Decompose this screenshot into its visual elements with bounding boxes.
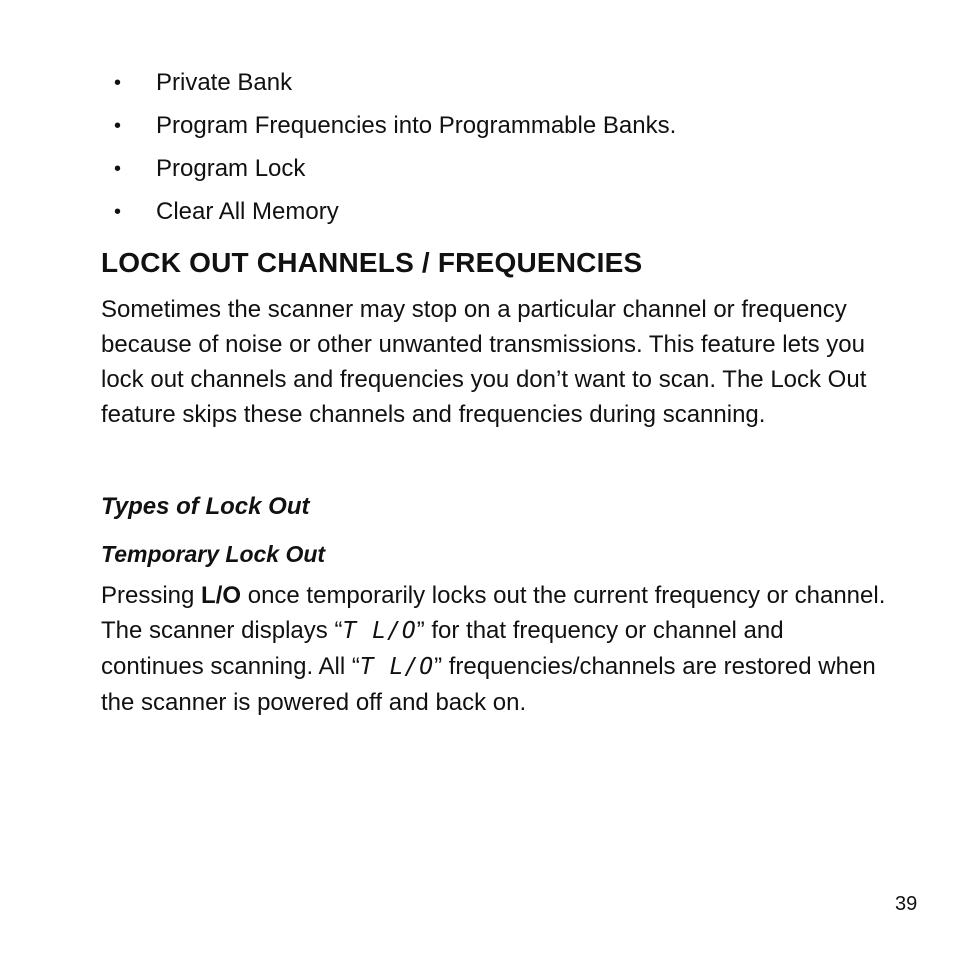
text-run: once temporarily locks out the current frequency or channel. The scanner displays “ (101, 582, 886, 644)
bullet-icon: • (114, 115, 122, 137)
lcd-display-text: T L/O (342, 618, 417, 644)
bullet-icon: • (114, 201, 122, 223)
list-item (114, 109, 874, 152)
bullet-icon: • (114, 72, 122, 94)
list-item (114, 66, 874, 109)
temporary-subheading: Temporary Lock Out (101, 541, 326, 567)
key-label: L/O (201, 582, 242, 609)
bullet-text: Program Frequencies into Programmable Banks. (156, 112, 677, 139)
types-subheading: Types of Lock Out (101, 493, 310, 520)
text-run: ” for that frequency or channel and continues scanning. All “ (101, 617, 784, 680)
bullet-text: Program Lock (156, 155, 306, 182)
text-run: Pressing (101, 582, 202, 609)
section-heading: LOCK OUT CHANNELS / FREQUENCIES (101, 247, 643, 278)
intro-paragraph: Sometimes the scanner may stop on a particular channel or frequency because of noise or other unwanted transmissions. This feature lets you lock out channels and frequencies you don’t want to scan. The Lock Out feature skips these channels and frequencies during scanning. (101, 296, 867, 428)
bullet-text: Private Bank (156, 69, 293, 96)
lcd-display-text: T L/O (359, 654, 435, 680)
feature-bullet-list (114, 66, 874, 238)
text-run: ” frequencies/channels are restored when the scanner is powered off and back on. (101, 653, 876, 716)
list-item (114, 195, 874, 238)
bullet-text: Clear All Memory (156, 198, 339, 225)
list-item (114, 152, 874, 195)
temporary-paragraph (101, 578, 891, 720)
page-number: 39 (895, 893, 918, 915)
bullet-icon: • (114, 158, 122, 180)
